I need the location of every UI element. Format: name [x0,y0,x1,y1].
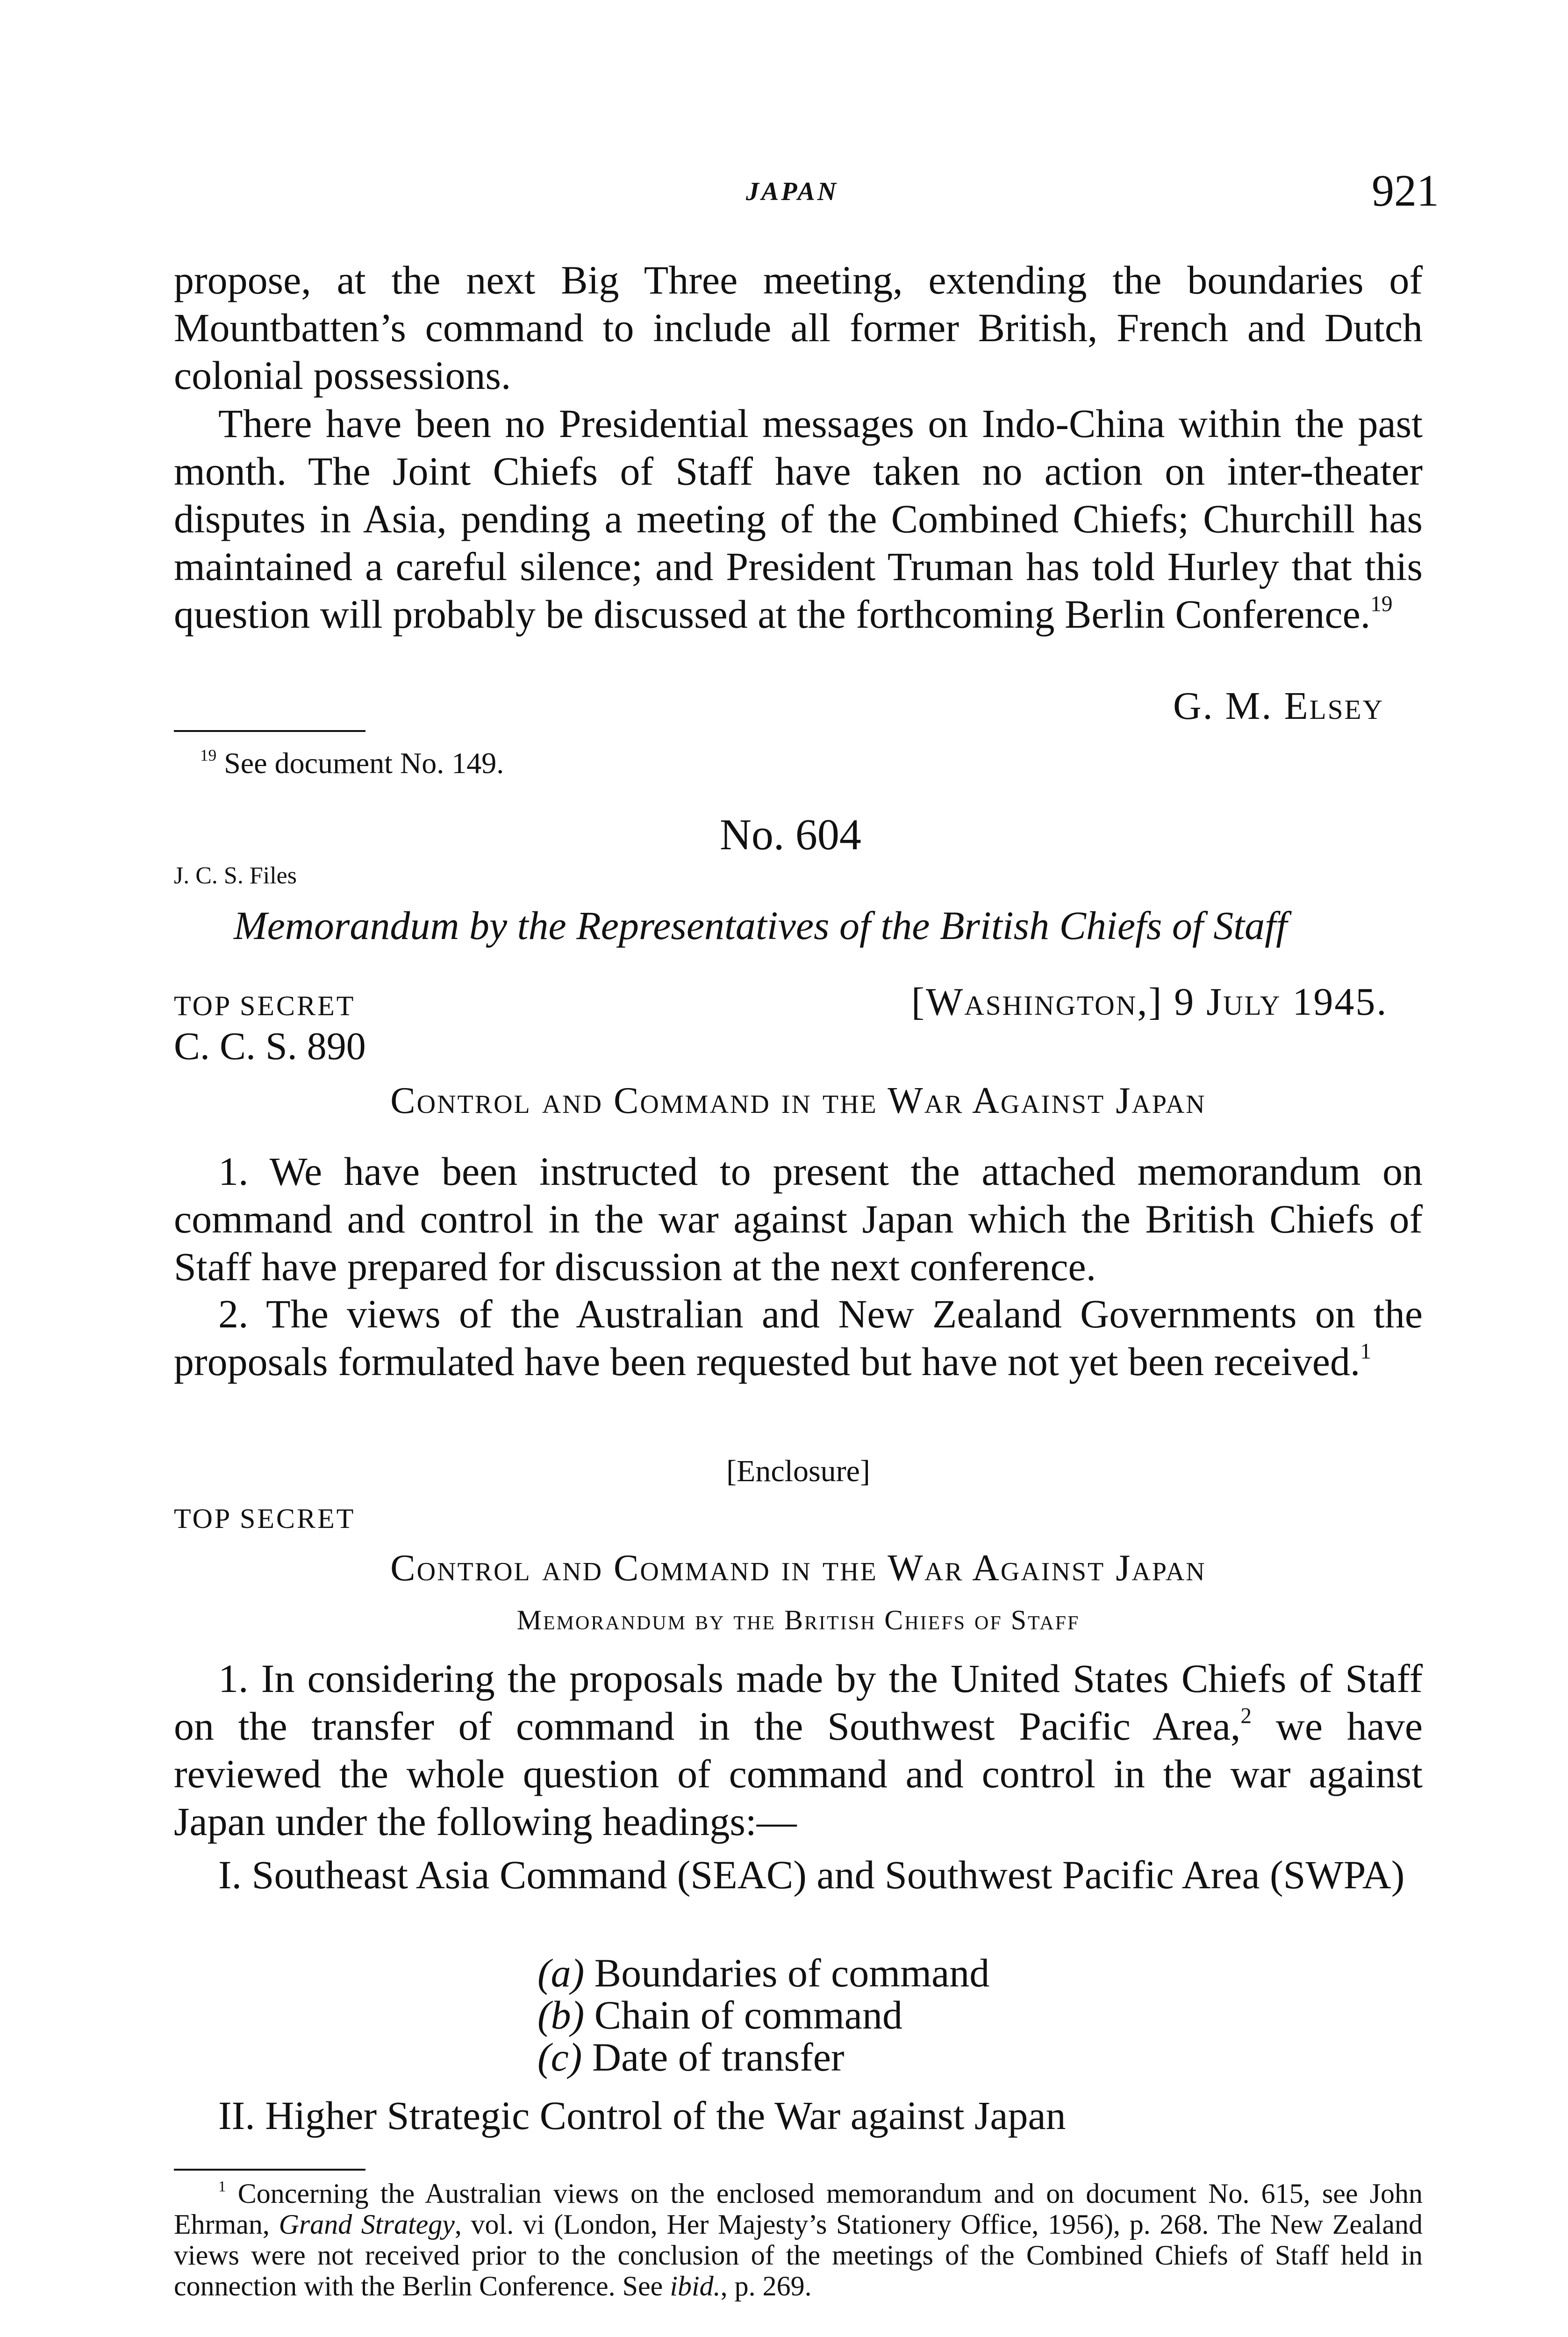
document-heading: Control and Command in the War Against Japan [390,1080,1206,1121]
enclosure-classification: TOP SECRET [174,1503,356,1534]
document-source: J. C. S. Files [174,862,297,889]
place-date: [Washington,] 9 July 1945. [911,980,1388,1024]
enclosure-paragraph-1-text: 1. In considering the proposals made by the United States Chiefs of Staff on the transfer of command in the Southwest Pacific Area, [174,1656,1423,1749]
document-reference: C. C. S. 890 [174,1025,366,1068]
running-header-title: JAPAN [746,177,839,206]
classification-label: TOP SECRET [174,990,356,1021]
sub-item-b [537,1993,902,2036]
enclosure-heading: Control and Command in the War Against Japan [390,1548,1206,1589]
sub-item-a-text: Boundaries of command [594,1950,990,1995]
heading-item-II [174,2092,1423,2139]
footnote-19-number: 19 [200,746,217,765]
sub-item-c-marker: (c) [537,2035,582,2079]
footnote-rule-1 [174,730,365,732]
sub-item-a [537,1951,989,1994]
sub-item-c [537,2036,845,2079]
footnote-1-book: Grand Strategy [279,2209,455,2240]
enclosure-label: [Enclosure] [726,1454,870,1488]
footnote-1 [174,2178,1423,2301]
intro-paragraph-2 [174,400,1423,638]
intro-paragraph-1 [174,256,1423,399]
signature: G. M. Elsey [1173,684,1384,728]
footnote-ref-19: 19 [1370,592,1393,617]
footnote-1-text-b: , vol. vi (London, Her Majesty’s Stationery Office, 1956), p. 268. The New Zealand views were not received prior to the conclusion of the meetings of the Combined Chiefs of Staff held in connection with the Berlin Conference. See [174,2209,1423,2301]
heading-item-I-text: I. Southeast Asia Command (SEAC) and Southwest Pacific Area (SWPA) [218,1852,1405,1897]
footnote-1-text-a: Concerning the Australian views on the enclosed memorandum and on document No. 615, see John Ehrman, [174,2178,1423,2240]
enclosure-paragraph-1 [174,1655,1423,1845]
page-number: 921 [1372,165,1439,215]
enclosure-paragraph-1-end: we have reviewed the whole question of command and control in the war against Japan under the following headings:— [174,1704,1423,1844]
document-title: Memorandum by the Representatives of the British Chiefs of Staff [234,903,1287,948]
heading-item-I [174,1851,1423,1899]
intro-paragraph-1-text: propose, at the next Big Three meeting, extending the boundaries of Mountbatten’s command to include all former British, French and Dutch colonial possessions. [174,258,1423,398]
footnote-ref-2: 2 [1240,1704,1252,1728]
document-paragraph-2-text: 2. The views of the Australian and New Zealand Governments on the proposals formulated have been requested but have not yet been received. [174,1291,1423,1384]
enclosure-subheading: Memorandum by the British Chiefs of Staff [516,1605,1080,1635]
document-paragraph-1 [174,1147,1423,1290]
heading-item-II-text: II. Higher Strategic Control of the War against Japan [218,2093,1066,2138]
footnote-1-text-c: , p. 269. [720,2271,812,2301]
sub-item-b-text: Chain of command [594,1993,902,2037]
footnote-ref-1: 1 [1360,1339,1372,1364]
footnote-rule-2 [174,2169,365,2171]
footnote-19 [200,748,1135,779]
intro-paragraph-2-text: There have been no Presidential messages on Indo-China within the past month. The Joint Chiefs of Staff have taken no action on inter-theater disputes in Asia, pending a meeting of the Combined Chiefs; Churchill has maintained a careful silence; and President Truman has told Hurley that this question will probably be discussed at the forthcoming Berlin Conference. [174,401,1423,637]
footnote-1-ibid: ibid. [670,2271,721,2301]
document-paragraph-1-text: 1. We have been instructed to present the attached memorandum on command and control in the war against Japan which the British Chiefs of Staff have prepared for discussion at the next conference. [174,1149,1423,1289]
sub-item-c-text: Date of transfer [592,2035,845,2079]
document-number: No. 604 [720,810,861,859]
sub-item-b-marker: (b) [537,1993,585,2037]
sub-item-a-marker: (a) [537,1950,585,1995]
document-paragraph-2 [174,1290,1423,1385]
footnote-19-text: See document No. 149. [224,746,504,780]
footnote-1-number: 1 [218,2178,226,2195]
